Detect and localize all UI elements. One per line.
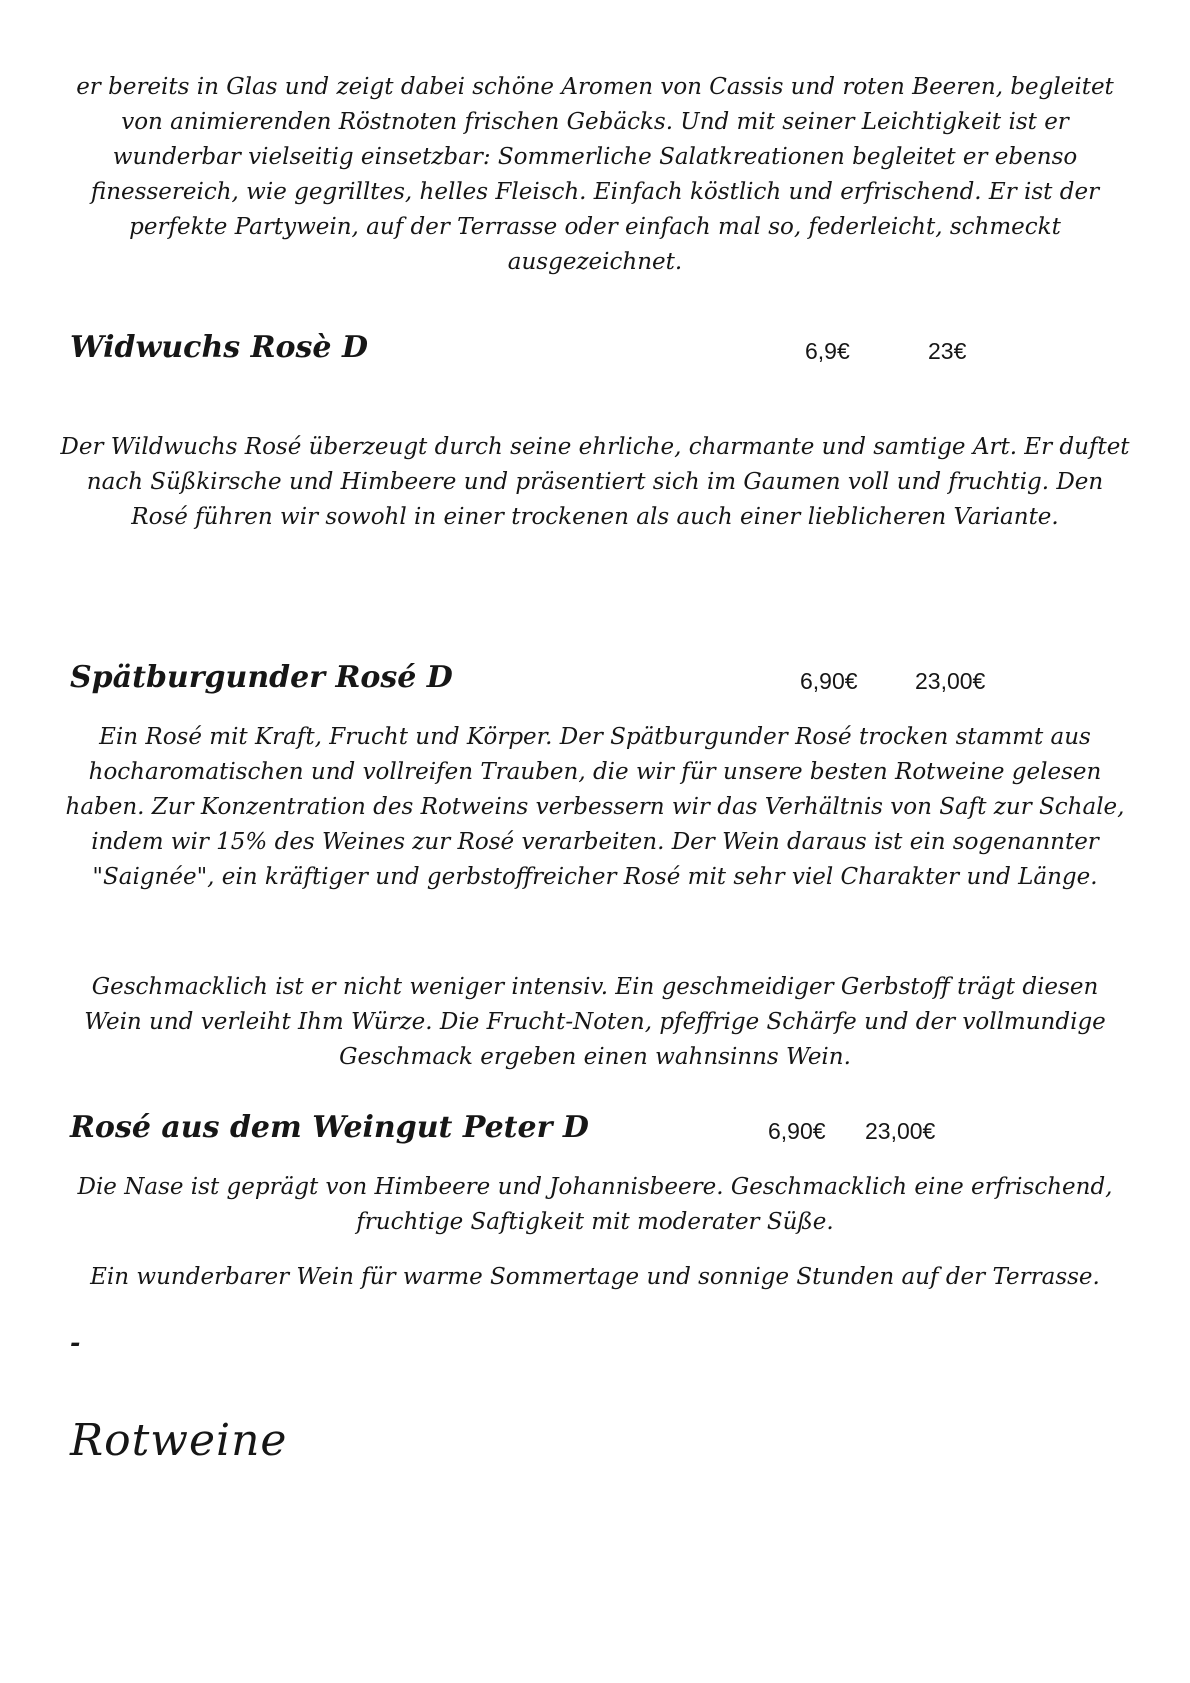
- wine-description: Die Nase ist geprägt von Himbeere und Johannisbeere. Geschmacklich eine erfrischend, fruchtige Saftigkeit mit moderater Süße.: [77, 1174, 1113, 1235]
- section-title-rotweine: Rotweine: [70, 1415, 288, 1466]
- wine-name: Widwuchs Rosè D: [70, 330, 368, 365]
- wine-description: Geschmacklich ist er nicht weniger intensiv. Ein geschmeidiger Gerbstoff trägt diesen Wein und verleiht Ihm Würze. Die Frucht-Noten, pfeffrige Schärfe und der vollmundige Geschmack ergeben einen wahnsinns Wein.: [84, 974, 1106, 1070]
- wine-bottle-price: 23,00€: [915, 668, 986, 694]
- wine-bottle-price: 23,00€: [865, 1118, 936, 1144]
- intro-paragraph: er bereits in Glas und zeigt dabei schöne Aromen von Cassis und roten Beeren, begleitet von animierenden Röstnoten frischen Gebäcks. Und mit seiner Leichtigkeit ist er wunderbar vielseitig einsetzbar: Sommerliche Salatkreationen begleitet er ebenso finessereich, wie gegrilltes, helles Fleisch. Einfach köstlich und erfrischend. Er ist der perfekte Partywein, auf der Terrasse oder einfach mal so, federleicht, schmeckt ausgezeichnet.: [76, 74, 1114, 275]
- wine-entry-header: [60, 1110, 1130, 1155]
- wine-description: Der Wildwuchs Rosé überzeugt durch seine ehrliche, charmante und samtige Art. Er duftet nach Süßkirsche und Himbeere und präsentiert sich im Gaumen voll und fruchtig. Den Rosé führen wir sowohl in einer trockenen als auch einer lieblicheren Variante.: [60, 434, 1130, 530]
- wine-entry-header: [60, 330, 1130, 375]
- wine-name: Spätburgunder Rosé D: [70, 660, 453, 695]
- wine-bottle-price: 23€: [928, 338, 967, 364]
- wine-entry-header: [60, 660, 1130, 705]
- dash-mark: -: [70, 1328, 81, 1357]
- wine-glass-price: 6,90€: [768, 1118, 826, 1144]
- wine-name: Rosé aus dem Weingut Peter D: [70, 1110, 589, 1145]
- wine-description: Ein wunderbarer Wein für warme Sommertage und sonnige Stunden auf der Terrasse.: [90, 1264, 1100, 1290]
- wine-glass-price: 6,90€: [800, 668, 858, 694]
- wine-description: Ein Rosé mit Kraft, Frucht und Körper. Der Spätburgunder Rosé trocken stammt aus hocharomatischen und vollreifen Trauben, die wir für unsere besten Rotweine gelesen haben. Zur Konzentration des Rotweins verbessern wir das Verhältnis von Saft zur Schale, indem wir 15% des Weines zur Rosé verarbeiten. Der Wein daraus ist ein sogenannter "Saignée", ein kräftiger und gerbstoffreicher Rosé mit sehr viel Charakter und Länge.: [65, 724, 1125, 890]
- wine-glass-price: 6,9€: [805, 338, 850, 364]
